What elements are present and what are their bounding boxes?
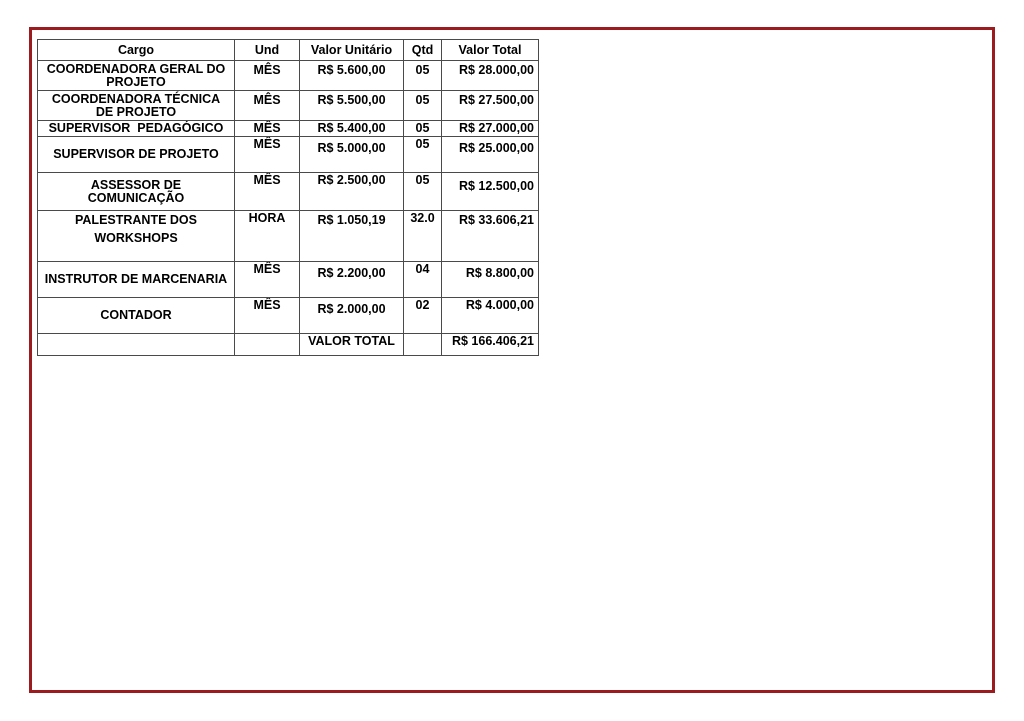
header-qtd: Qtd	[404, 40, 442, 61]
cell-cargo: SUPERVISOR DE PROJETO	[38, 137, 235, 173]
table-row	[38, 211, 539, 262]
cell-valor-total: R$ 28.000,00	[442, 61, 539, 91]
cell-valor-total: R$ 25.000,00	[442, 137, 539, 173]
cell-valor-unitario: R$ 5.400,00	[300, 121, 404, 137]
cell-cargo: PALESTRANTE DOS WORKSHOPS	[38, 211, 235, 262]
cell-valor-unitario: R$ 5.600,00	[300, 61, 404, 91]
cell-cargo: INSTRUTOR DE MARCENARIA	[38, 262, 235, 298]
cell-valor-total: R$ 8.800,00	[442, 262, 539, 298]
cell-valor-total: R$ 27.500,00	[442, 91, 539, 121]
cell-qtd: 02	[404, 298, 442, 334]
cell-qtd: 05	[404, 121, 442, 137]
cell-valor-unitario: R$ 2.500,00	[300, 173, 404, 211]
cell-cargo: ASSESSOR DE COMUNICAÇÃO	[38, 173, 235, 211]
cell-qtd: 04	[404, 262, 442, 298]
cell-valor-unitario: R$ 2.000,00	[300, 298, 404, 334]
cell-valor-unitario: R$ 5.000,00	[300, 137, 404, 173]
cell-cargo: SUPERVISOR PEDAGÓGICO	[38, 121, 235, 137]
cell-qtd: 05	[404, 137, 442, 173]
cell-qtd: 05	[404, 173, 442, 211]
cell-qtd: 32.0	[404, 211, 442, 262]
table-row	[38, 173, 539, 211]
total-label: VALOR TOTAL	[300, 334, 404, 356]
cell-und: MÊS	[235, 262, 300, 298]
cell-valor-unitario: R$ 1.050,19	[300, 211, 404, 262]
cell-und: MÊS	[235, 61, 300, 91]
header-valor-unitario: Valor Unitário	[300, 40, 404, 61]
total-row	[38, 334, 539, 356]
cell-valor-total: R$ 12.500,00	[442, 173, 539, 211]
cell-und: MÊS	[235, 173, 300, 211]
cell-empty	[404, 334, 442, 356]
cell-valor-unitario: R$ 5.500,00	[300, 91, 404, 121]
budget-table	[37, 39, 539, 356]
header-cargo: Cargo	[38, 40, 235, 61]
cell-und: MÊS	[235, 91, 300, 121]
cell-empty	[38, 334, 235, 356]
cell-und: MÊS	[235, 121, 300, 137]
cell-valor-total: R$ 4.000,00	[442, 298, 539, 334]
cell-valor-total: R$ 33.606,21	[442, 211, 539, 262]
header-valor-total: Valor Total	[442, 40, 539, 61]
cell-empty	[235, 334, 300, 356]
cell-qtd: 05	[404, 61, 442, 91]
cell-valor-total: R$ 27.000,00	[442, 121, 539, 137]
table-row	[38, 298, 539, 334]
table-row	[38, 61, 539, 91]
table-row	[38, 137, 539, 173]
table-header-row	[38, 40, 539, 61]
cell-cargo: COORDENADORA TÉCNICA DE PROJETO	[38, 91, 235, 121]
cell-und: MÊS	[235, 298, 300, 334]
cell-valor-unitario: R$ 2.200,00	[300, 262, 404, 298]
cell-und: MÊS	[235, 137, 300, 173]
table-row	[38, 262, 539, 298]
cell-cargo: COORDENADORA GERAL DO PROJETO	[38, 61, 235, 91]
cell-qtd: 05	[404, 91, 442, 121]
header-und: Und	[235, 40, 300, 61]
total-value: R$ 166.406,21	[442, 334, 539, 356]
table-row	[38, 121, 539, 137]
cell-cargo: CONTADOR	[38, 298, 235, 334]
cell-und: HORA	[235, 211, 300, 262]
table-row	[38, 91, 539, 121]
